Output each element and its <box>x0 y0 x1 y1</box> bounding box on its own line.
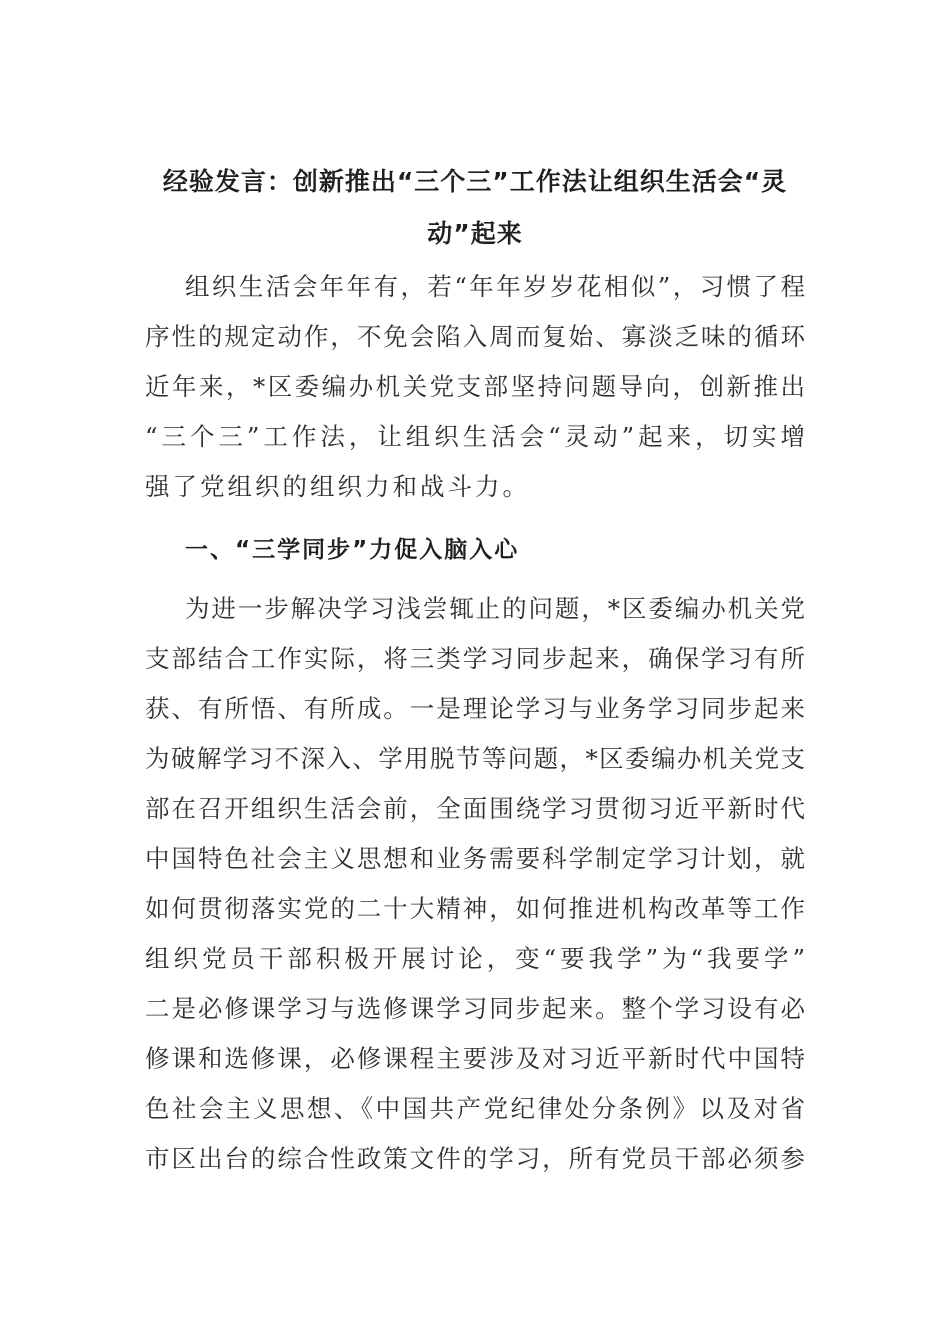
document-title: 经验发言：创新推出“三个三”工作法让组织生活会“灵动”起来 <box>162 167 788 248</box>
body-line: 部在召开组织生活会前，全面围绕学习贯彻习近平新时代 <box>145 794 805 823</box>
body-line: 获、有所悟、有所成。一是理论学习与业务学习同步起来 <box>145 694 805 723</box>
body-line: 如何贯彻落实党的二十大精神，如何推进机构改革等工作 <box>145 894 805 923</box>
section-heading: 一、“三学同步”力促入脑入心 <box>185 537 520 563</box>
body-line: 色社会主义思想、《中国共产党纪律处分条例》以及对省 <box>145 1094 805 1123</box>
body-line: 修课和选修课，必修课程主要涉及对习近平新时代中国特 <box>145 1044 805 1073</box>
intro-line: 序性的规定动作，不免会陷入周而复始、寡淡乏味的循环 <box>145 322 805 351</box>
intro-line: 强了党组织的组织力和战斗力。 <box>145 472 530 501</box>
body-line: 二是必修课学习与选修课学习同步起来。整个学习设有必 <box>145 994 805 1023</box>
intro-line: 组织生活会年年有，若“年年岁岁花相似”，习惯了程 <box>185 272 805 301</box>
intro-line: “三个三”工作法，让组织生活会“灵动”起来，切实增 <box>145 422 805 451</box>
body-line: 市区出台的综合性政策文件的学习，所有党员干部必须参 <box>145 1144 805 1173</box>
body-line: 为破解学习不深入、学用脱节等问题，*区委编办机关党支 <box>145 744 805 773</box>
body-line: 支部结合工作实际，将三类学习同步起来，确保学习有所 <box>145 644 805 673</box>
body-line: 中国特色社会主义思想和业务需要科学制定学习计划，就 <box>145 844 805 873</box>
body-line: 为进一步解决学习浅尝辄止的问题，*区委编办机关党 <box>185 594 805 623</box>
intro-line: 近年来，*区委编办机关党支部坚持问题导向，创新推出 <box>145 372 805 401</box>
body-line: 组织党员干部积极开展讨论，变“要我学”为“我要学” <box>145 944 805 973</box>
